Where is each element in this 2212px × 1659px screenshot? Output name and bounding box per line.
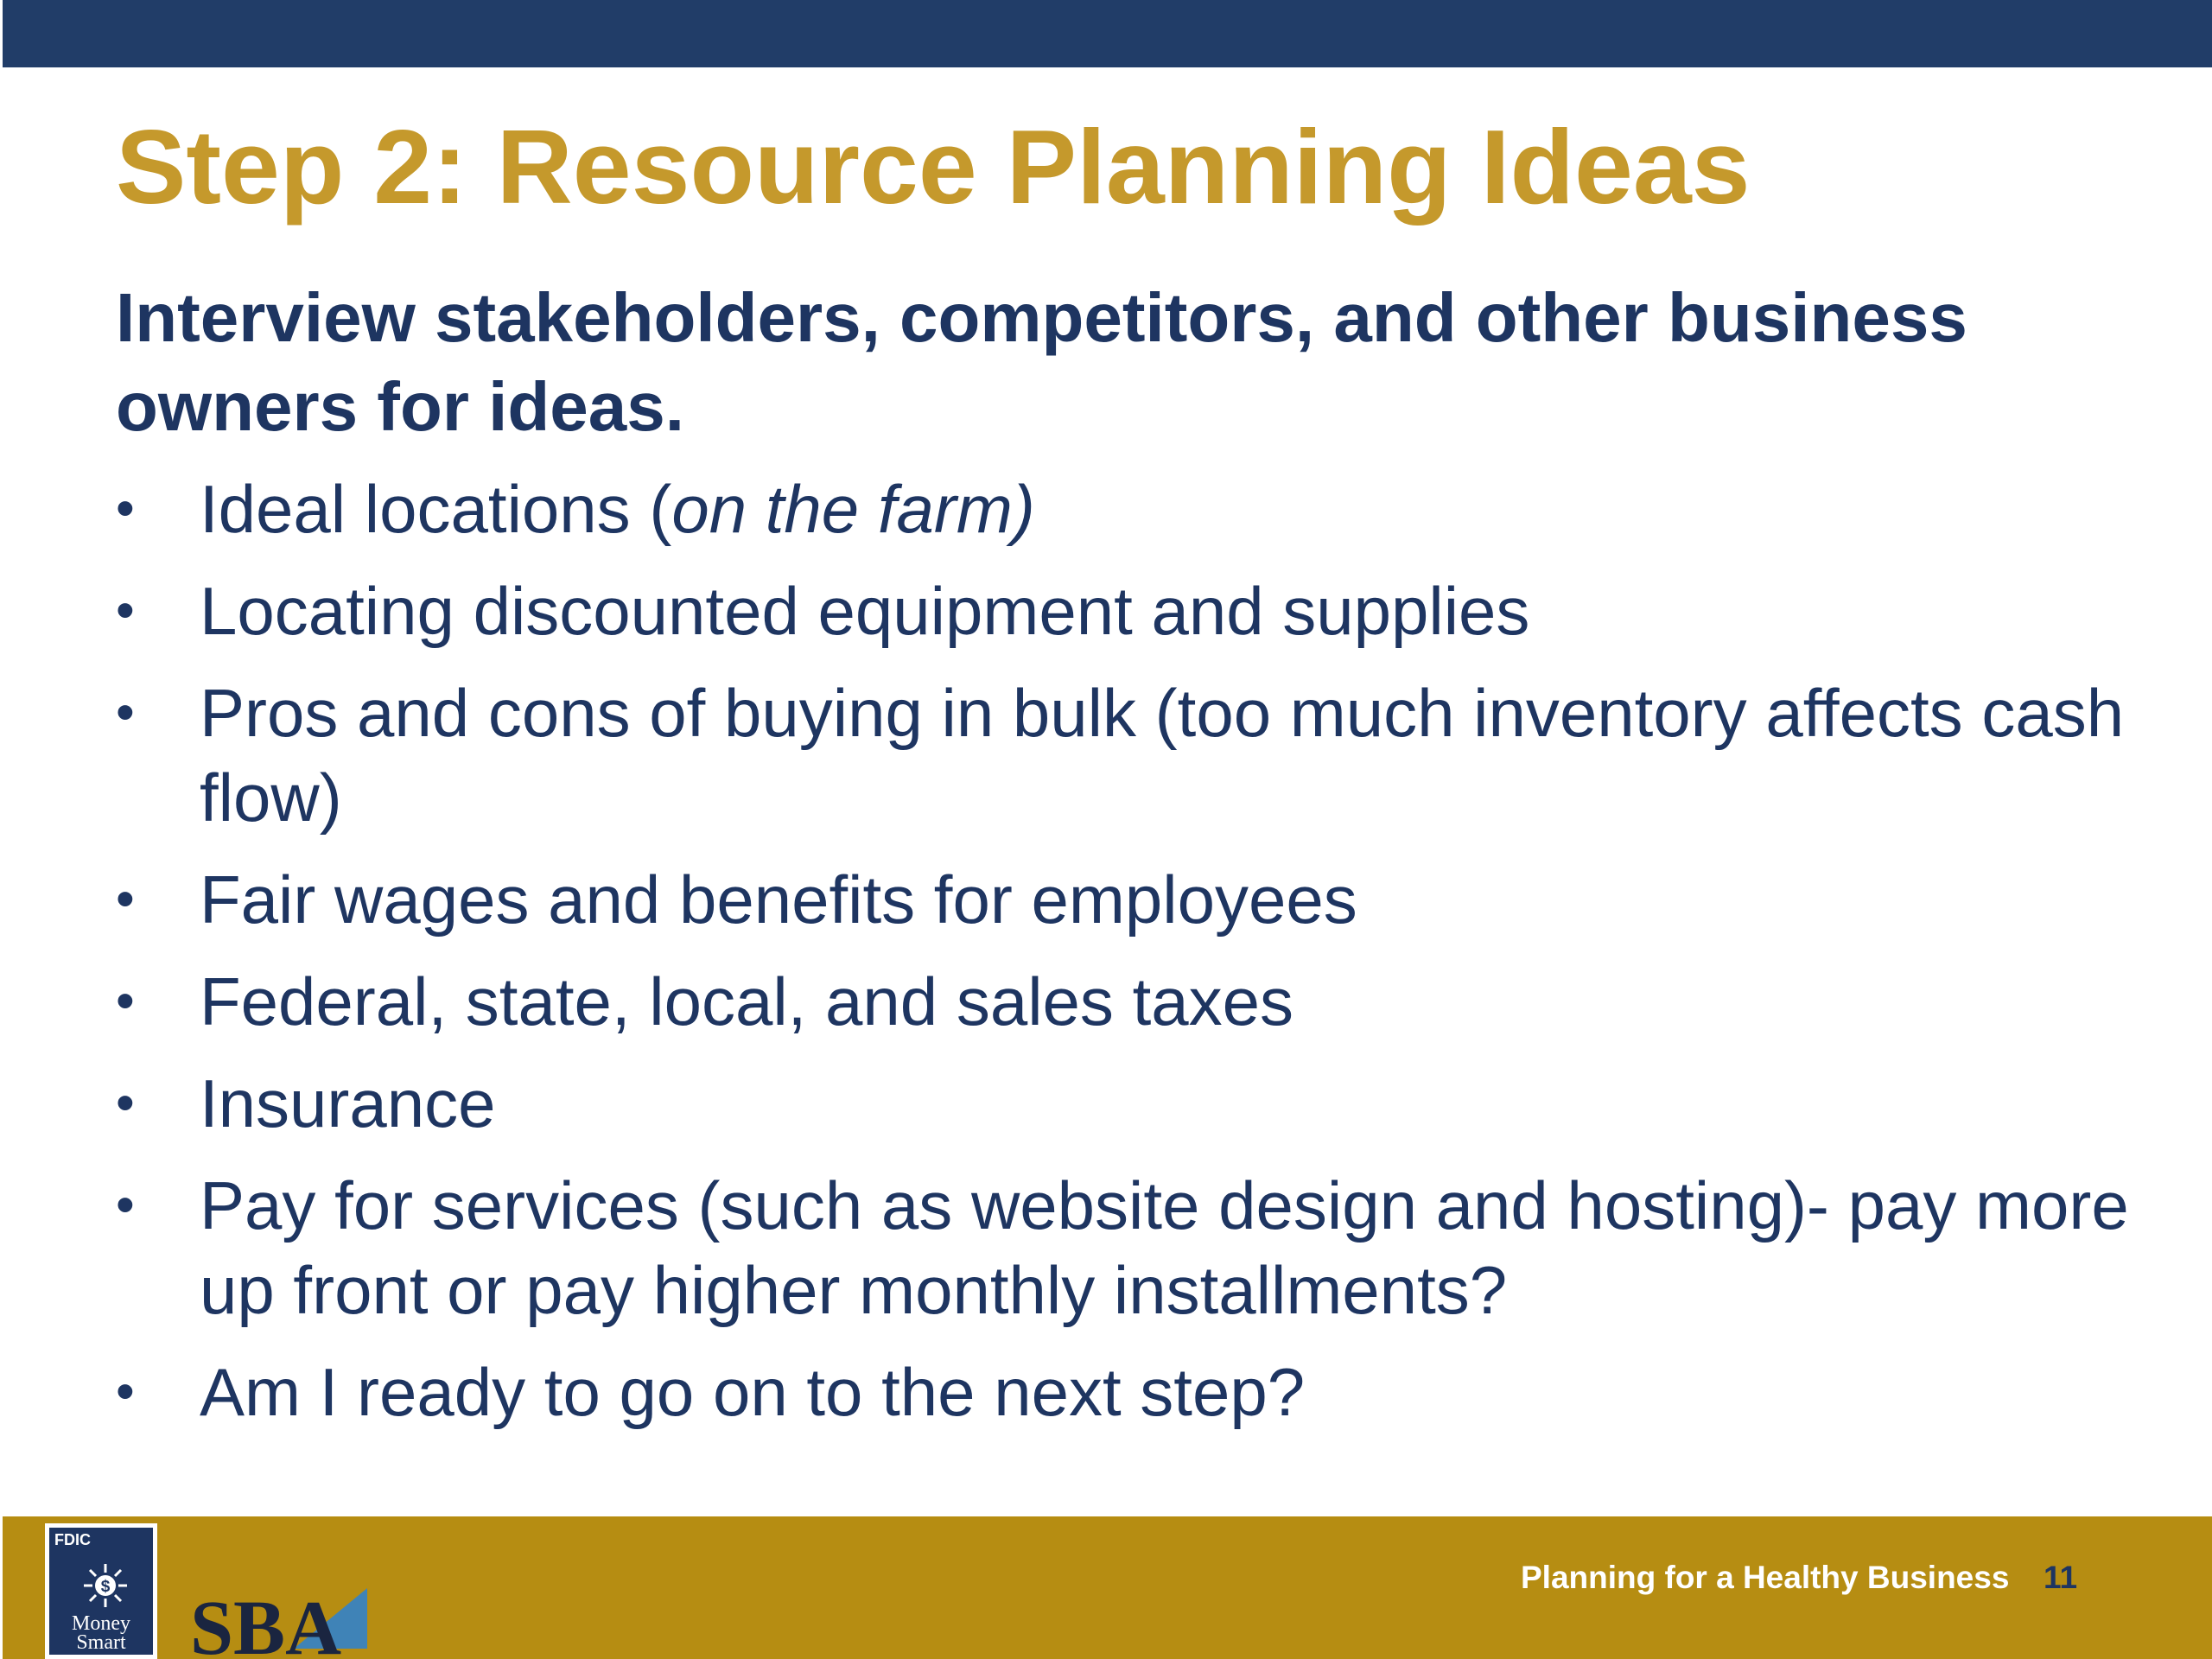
top-banner-bar xyxy=(3,0,2212,67)
dollar-sun-icon xyxy=(82,1562,129,1609)
page-number: 11 xyxy=(2044,1560,2078,1595)
money-smart-line2: Smart xyxy=(76,1631,126,1654)
fdic-money-smart-logo xyxy=(45,1523,157,1659)
bullet-item xyxy=(116,1061,2129,1146)
bullet-item xyxy=(116,1163,2129,1332)
bullet-text: Pay for services (such as website design and hosting)- pay more up front or pay higher monthly installments? xyxy=(200,1167,2129,1328)
sba-logo xyxy=(190,1580,372,1659)
bullet-item xyxy=(116,671,2129,840)
bullet-item xyxy=(116,569,2129,653)
bullet-item xyxy=(116,467,2129,551)
bullet-text: Am I ready to go on to the next step? xyxy=(200,1354,1306,1430)
slide-title: Step 2: Resource Planning Ideas xyxy=(116,108,1751,226)
bullet-text: Locating discounted equipment and supplies xyxy=(200,573,1530,649)
svg-text:$: $ xyxy=(100,1578,111,1596)
bullet-item xyxy=(116,959,2129,1044)
intro-text: Interview stakeholders, competitors, and other business owners for ideas. xyxy=(116,279,1967,445)
fdic-mark: FDIC xyxy=(54,1531,91,1548)
bullet-symbol: • xyxy=(116,1175,135,1235)
bullet-italic-text: on the farm) xyxy=(671,471,1035,547)
bullet-text: Insurance xyxy=(200,1065,496,1141)
sba-logo-text: SBA xyxy=(190,1586,342,1659)
bullet-symbol: • xyxy=(116,479,135,538)
bullet-item xyxy=(116,1350,2129,1434)
bullet-text: Ideal locations ( xyxy=(200,471,672,547)
money-smart-text xyxy=(49,1614,153,1652)
bullet-symbol: • xyxy=(116,581,135,640)
footer-text: Planning for a Healthy Business xyxy=(1521,1560,2010,1595)
bullet-text: Fair wages and benefits for employees xyxy=(200,861,1357,938)
bullet-symbol: • xyxy=(116,1073,135,1133)
bullet-symbol: • xyxy=(116,971,135,1031)
bullet-item xyxy=(116,857,2129,942)
bullet-text: Federal, state, local, and sales taxes xyxy=(200,963,1294,1039)
money-smart-line1: Money xyxy=(72,1612,130,1635)
bullet-list xyxy=(116,467,2129,1452)
bullet-symbol: • xyxy=(116,1362,135,1421)
bullet-symbol: • xyxy=(116,869,135,929)
bullet-text: Pros and cons of buying in bulk (too much inventory affects cash flow) xyxy=(200,675,2125,836)
bullet-symbol: • xyxy=(116,683,135,742)
